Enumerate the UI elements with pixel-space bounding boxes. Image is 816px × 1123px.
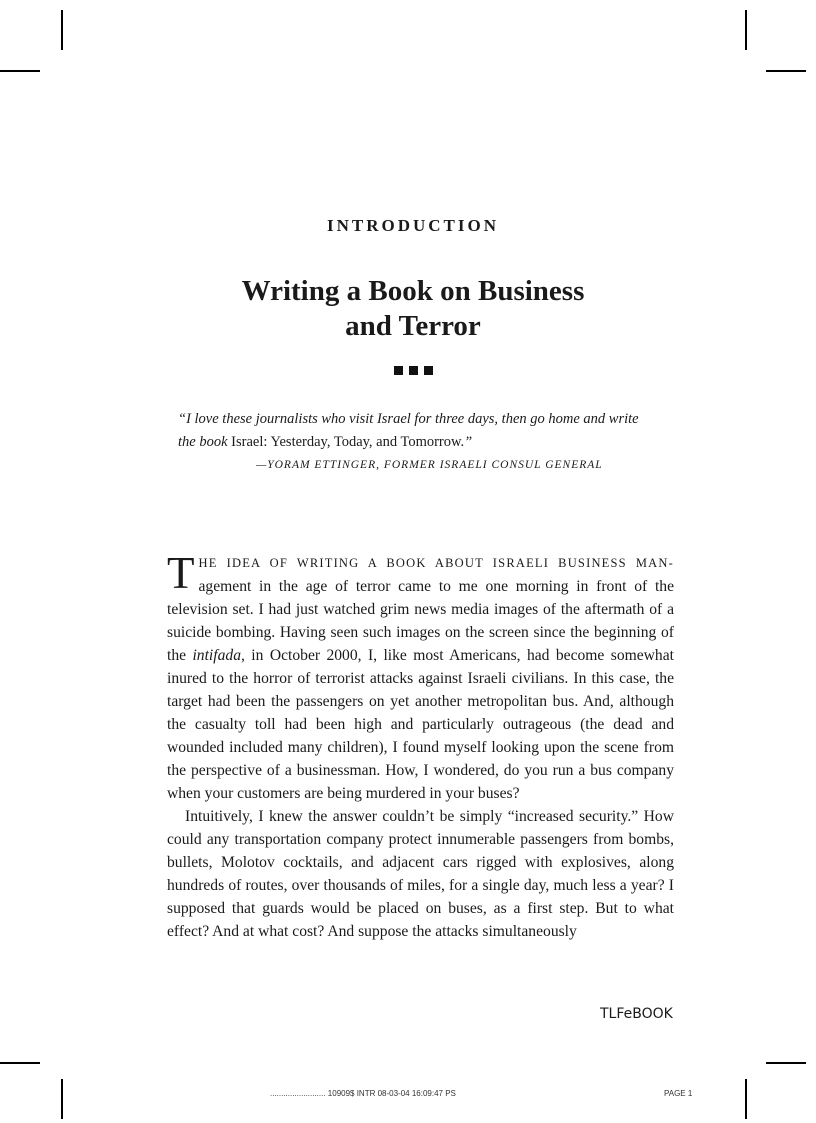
crop-mark-top-right-horizontal [766, 70, 806, 72]
chapter-title [0, 274, 816, 344]
footer-page-number: PAGE 1 [664, 1089, 693, 1098]
paragraph-1-text-a: agement in the age of terror came to me one morning in front of the television set. I had just watched grim news media images of the aftermath of a suicide bombing. Having seen such images on the screen since the beginning of the [167, 578, 674, 664]
opening-small-caps: HE IDEA OF WRITING A BOOK ABOUT ISRAELI BUSINESS MAN- [198, 556, 674, 570]
epigraph-attribution: —YORAM ETTINGER, FORMER ISRAELI CONSUL GENERAL [256, 459, 603, 471]
ornament-square [424, 366, 433, 375]
paragraph-1 [167, 548, 674, 805]
crop-mark-bottom-right-horizontal [766, 1062, 806, 1064]
crop-mark-bottom-left-vertical [61, 1079, 63, 1119]
epigraph [178, 408, 648, 477]
chapter-title-line-2: and Terror [345, 310, 481, 342]
drop-cap: T [167, 548, 195, 598]
epigraph-book-title: Israel: Yesterday, Today, and Tomorrow. [231, 434, 465, 450]
footer-slug: ......................... 10909$ INTR 08-03-04 16:09:47 PS [270, 1089, 456, 1098]
crop-mark-bottom-left-horizontal [0, 1062, 40, 1064]
title-ornament [0, 366, 816, 378]
chapter-title-line-1: Writing a Book on Business [241, 275, 585, 307]
epigraph-quote [178, 408, 648, 454]
section-label: INTRODUCTION [326, 216, 500, 235]
ornament-square [409, 366, 418, 375]
paragraph-1-italic: intifada, [192, 647, 245, 664]
crop-mark-top-left-vertical [61, 10, 63, 50]
watermark: TLFeBOOK [600, 1006, 673, 1022]
crop-mark-top-left-horizontal [0, 70, 40, 72]
crop-mark-top-right-vertical [745, 10, 747, 50]
ornament-square [394, 366, 403, 375]
paragraph-1-text-b: in October 2000, I, like most Americans, had become somewhat inured to the horror of terrorist attacks against Israeli civilians. In this case, the target had been the passengers on yet another metropolitan bus. And, although the casualty toll had been high and particularly outrageous (the dead and wounded included many children), I found myself looking upon the scene from the perspective of a businessman. How, I wondered, do you run a bus company when your customers are being murdered in your buses? [167, 647, 674, 802]
body-text [167, 548, 674, 943]
paragraph-2: Intuitively, I knew the answer couldn’t be simply “increased security.” How could any transportation company protect innumerable passengers from bombs, bullets, Molotov cocktails, and adjacent cars rigged with explosives, along hundreds of routes, over thousands of miles, for a single day, much less a year? I supposed that guards would be placed on buses, as a first step. But to what effect? And at what cost? And suppose the attacks simultaneously [167, 808, 674, 940]
epigraph-quote-close: ” [464, 434, 473, 450]
crop-mark-bottom-right-vertical [745, 1079, 747, 1119]
epigraph-quote-italic: “I love these journalists who visit Israel for three days, then go home and write the book [178, 411, 639, 450]
